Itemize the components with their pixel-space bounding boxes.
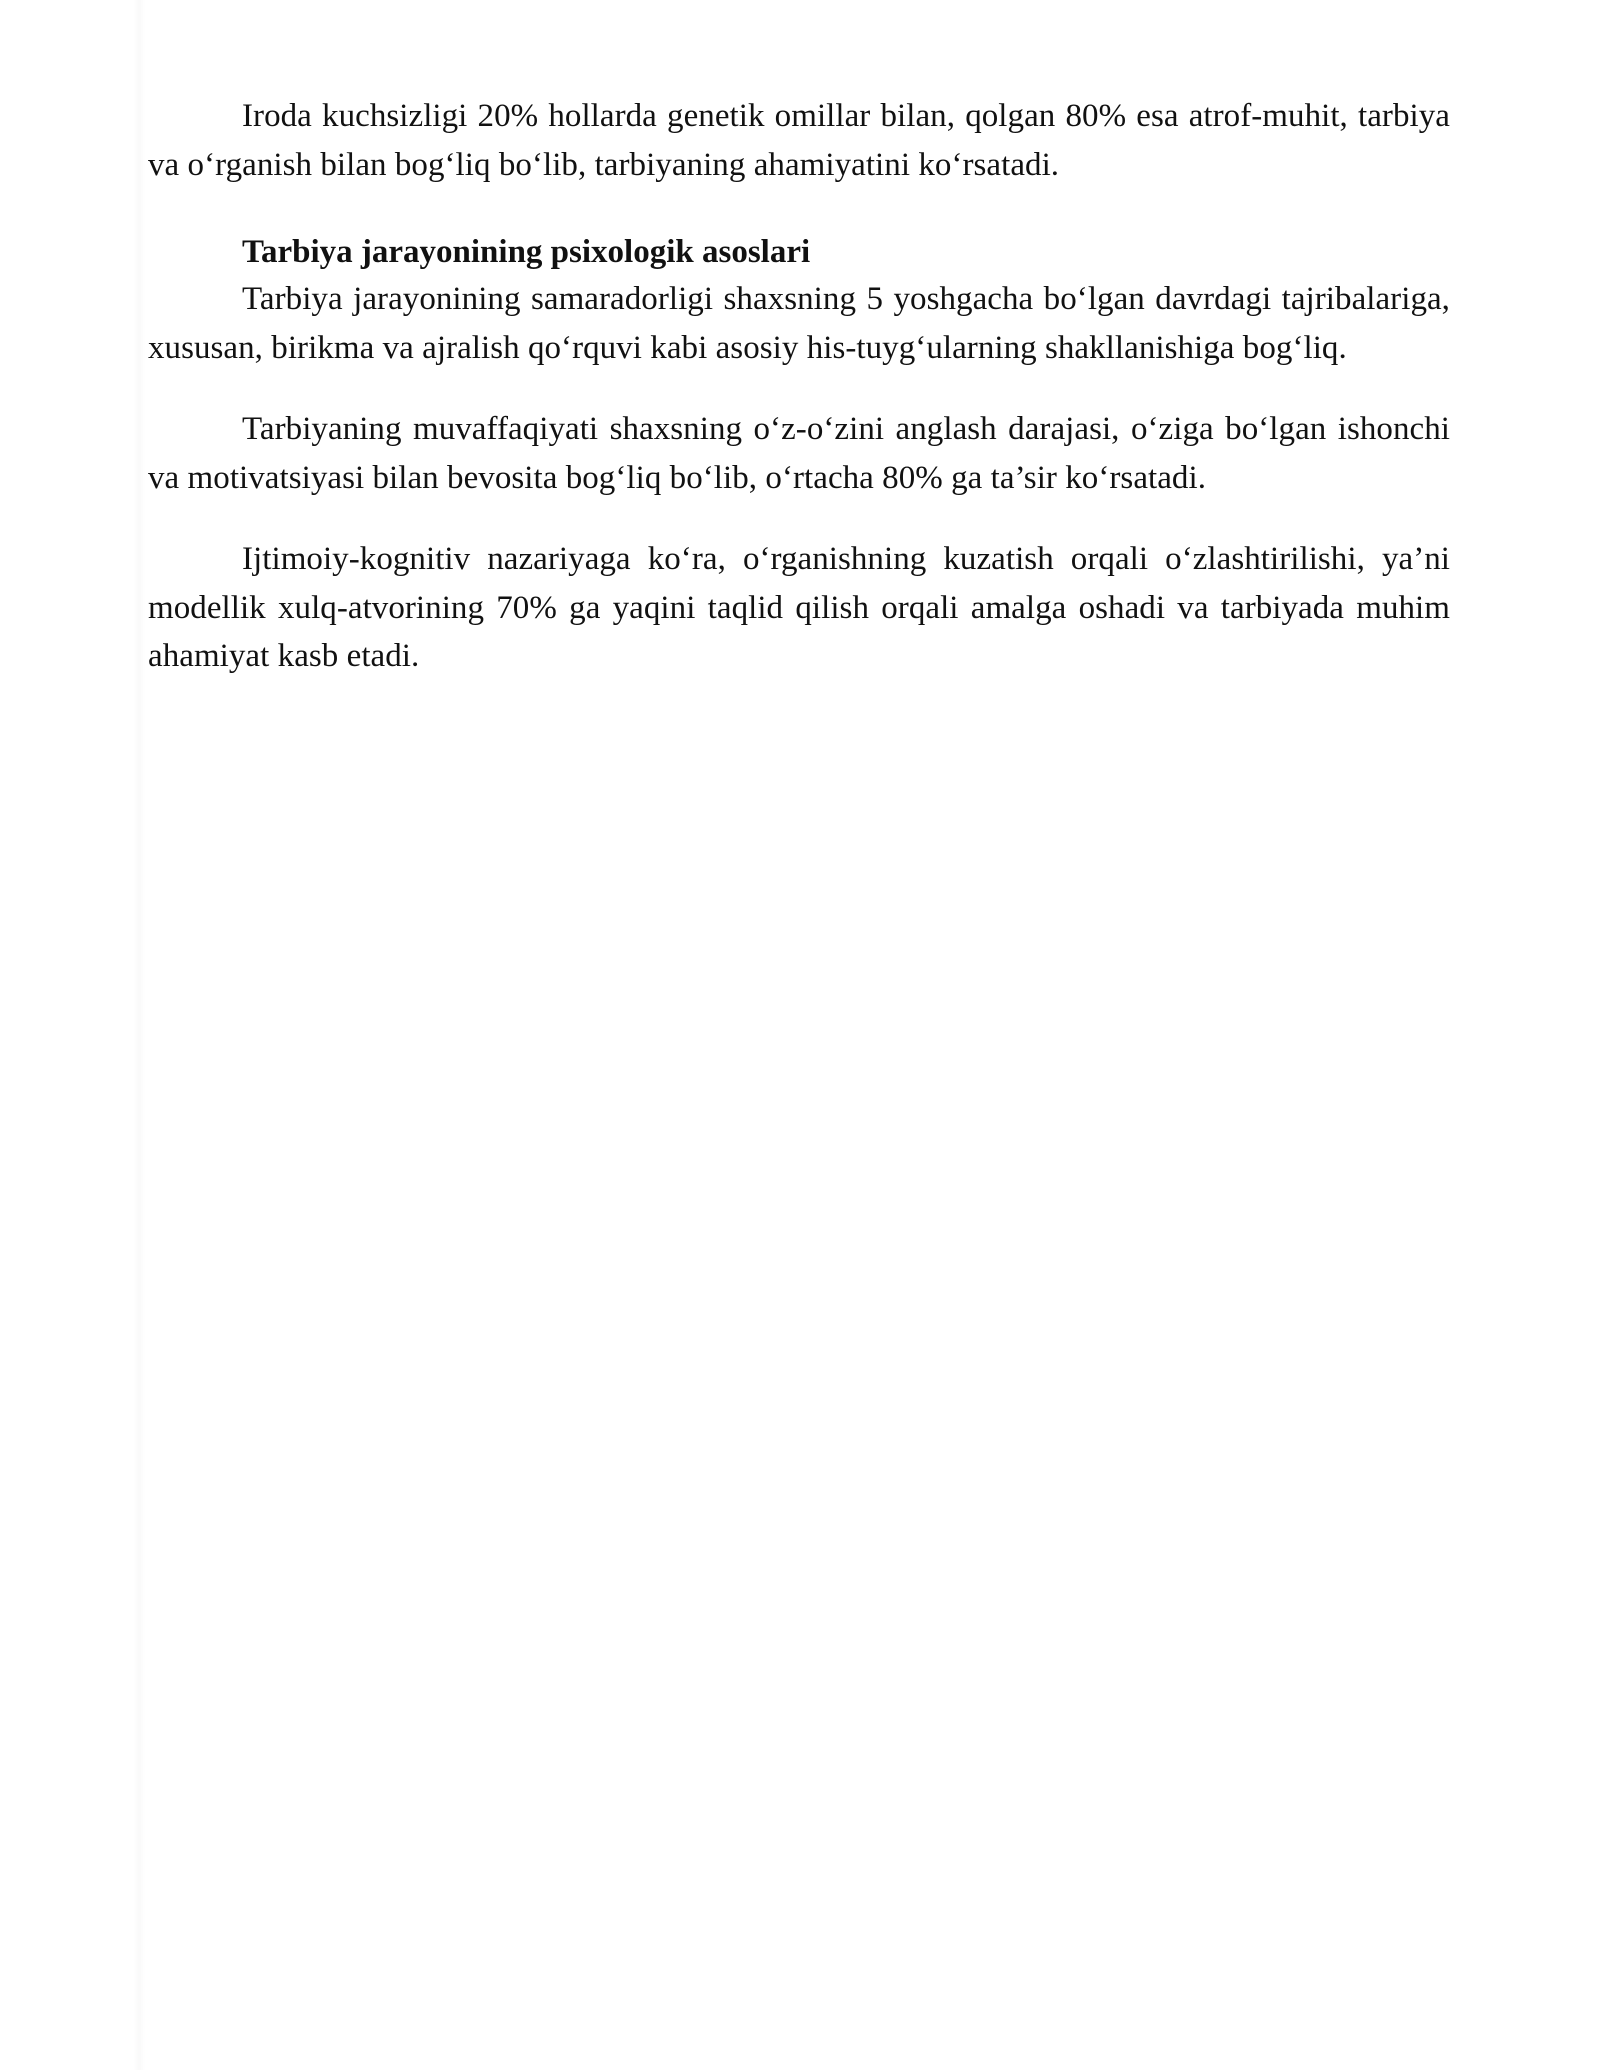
paragraph-social-cognitive: Ijtimoiy-kognitiv nazariyaga ko‘ra, o‘rganishning kuzatish orqali o‘zlashtirilishi, ya’ni modellik xulq-atvorining 70% ga yaqini taqlid qilish orqali amalga oshadi va tarbiyada muhim ahamiyat kasb etadi. [148,541,1450,674]
page-margin-shadow [133,0,145,2070]
paragraph-early-experiences: Tarbiya jarayonining samaradorligi shaxsning 5 yoshgacha bo‘lgan davrdagi tajribalariga, xususan, birikma va ajralish qo‘rquvi kabi asosiy his-tuyg‘ularning shakllanishiga bog‘liq. [148,281,1450,366]
paragraph-self-awareness: Tarbiyaning muvaffaqiyati shaxsning o‘z-o‘zini anglash darajasi, o‘ziga bo‘lgan ishonchi va motivatsiyasi bilan bevosita bog‘liq bo‘lib, o‘rtacha 80% ga ta’sir ko‘rsatadi. [148,411,1450,496]
paragraph-genetic-factors: Iroda kuchsizligi 20% hollarda genetik omillar bilan, qolgan 80% esa atrof-muhit, tarbiya va o‘rganish bilan bog‘liq bo‘lib, tarbiyaning ahamiyatini ko‘rsatadi. [148,98,1450,183]
document-body [148,92,1450,681]
section-heading: Tarbiya jarayonining psixologik asoslari [242,234,811,270]
